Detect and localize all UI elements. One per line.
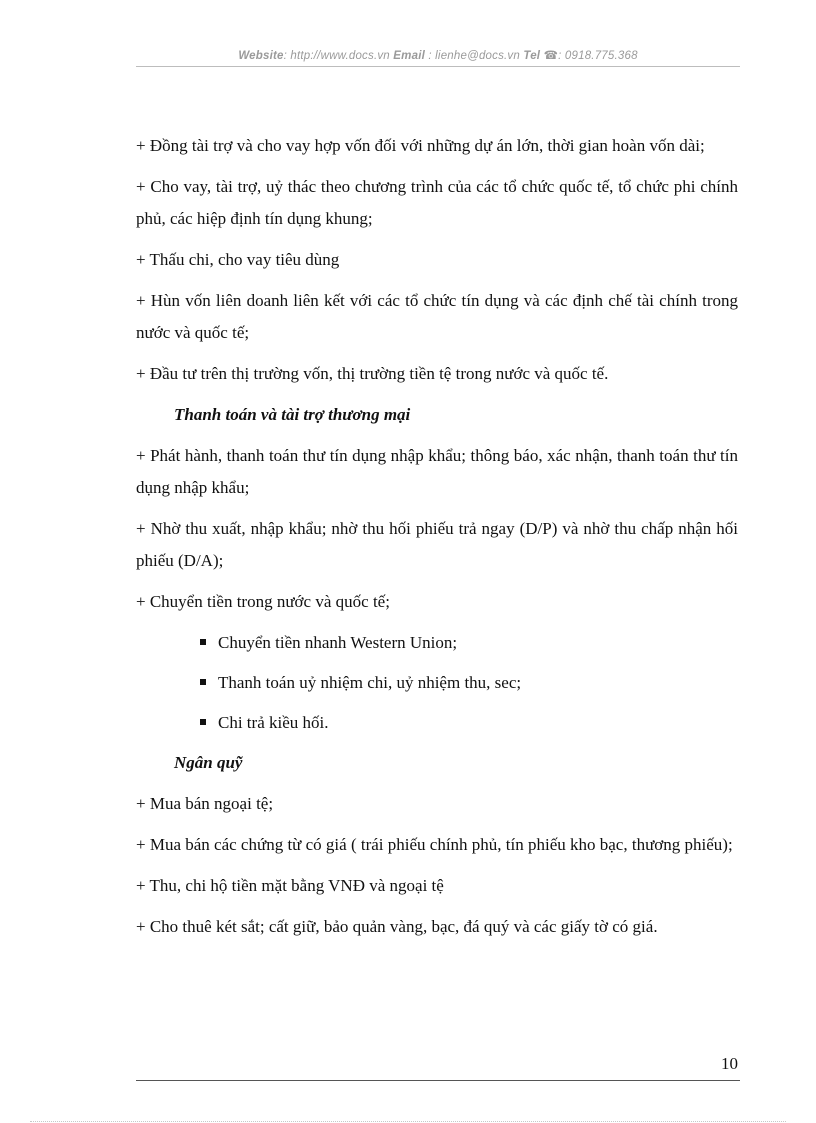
- section-heading-treasury: Ngân quỹ: [174, 753, 243, 772]
- list-item-text: Chi trả kiều hối.: [218, 713, 329, 732]
- footer-divider: [136, 1080, 740, 1081]
- tel-number: : 0918.775.368: [558, 50, 638, 62]
- paragraph: + Hùn vốn liên doanh liên kết với các tổ chức tín dụng và các định chế tài chính trong nước và quốc tế;: [136, 291, 738, 342]
- page-header: [136, 48, 740, 62]
- email-label: Email: [393, 50, 425, 62]
- paragraph: + Chuyển tiền trong nước và quốc tế;: [136, 592, 390, 611]
- header-divider: [136, 66, 740, 67]
- page-bottom-border: [30, 1121, 786, 1122]
- paragraph: + Thấu chi, cho vay tiêu dùng: [136, 250, 340, 269]
- square-bullet-icon: [200, 719, 206, 725]
- phone-icon: ☎: [543, 50, 559, 62]
- list-item: [136, 707, 738, 739]
- paragraph: + Cho vay, tài trợ, uỷ thác theo chương trình của các tổ chức quốc tế, tổ chức phi chính phủ, các hiệp định tín dụng khung;: [136, 177, 738, 228]
- paragraph: + Mua bán ngoại tệ;: [136, 794, 274, 813]
- list-item: [136, 627, 738, 659]
- paragraph: + Phát hành, thanh toán thư tín dụng nhập khẩu; thông báo, xác nhận, thanh toán thư tín dụng nhập khẩu;: [136, 446, 738, 497]
- paragraph: + Nhờ thu xuất, nhập khẩu; nhờ thu hối phiếu trả ngay (D/P) và nhờ thu chấp nhận hối phiếu (D/A);: [136, 519, 738, 570]
- paragraph: + Đồng tài trợ và cho vay hợp vốn đối với những dự án lớn, thời gian hoàn vốn dài;: [136, 136, 705, 155]
- email-address: : lienhe@docs.vn: [428, 50, 520, 62]
- document-body: [136, 130, 738, 952]
- square-bullet-icon: [200, 639, 206, 645]
- tel-label: Tel: [523, 50, 541, 62]
- section-heading-trade-finance: Thanh toán và tài trợ thương mại: [174, 405, 411, 424]
- transfer-bullet-list: [136, 627, 738, 739]
- website-label: Website: [238, 50, 284, 62]
- list-item-text: Thanh toán uỷ nhiệm chi, uỷ nhiệm thu, sec;: [218, 673, 522, 692]
- list-item: [136, 667, 738, 699]
- paragraph: + Đầu tư trên thị trường vốn, thị trường tiền tệ trong nước và quốc tế.: [136, 364, 609, 383]
- paragraph: + Mua bán các chứng từ có giá ( trái phiếu chính phủ, tín phiếu kho bạc, thương phiếu);: [136, 835, 733, 854]
- website-url: : http://www.docs.vn: [283, 50, 390, 62]
- paragraph: + Cho thuê két sắt; cất giữ, bảo quản vàng, bạc, đá quý và các giấy tờ có giá.: [136, 917, 658, 936]
- list-item-text: Chuyển tiền nhanh Western Union;: [218, 633, 458, 652]
- page-number: 10: [721, 1054, 738, 1073]
- paragraph: + Thu, chi hộ tiền mặt bằng VNĐ và ngoại tệ: [136, 876, 444, 895]
- square-bullet-icon: [200, 679, 206, 685]
